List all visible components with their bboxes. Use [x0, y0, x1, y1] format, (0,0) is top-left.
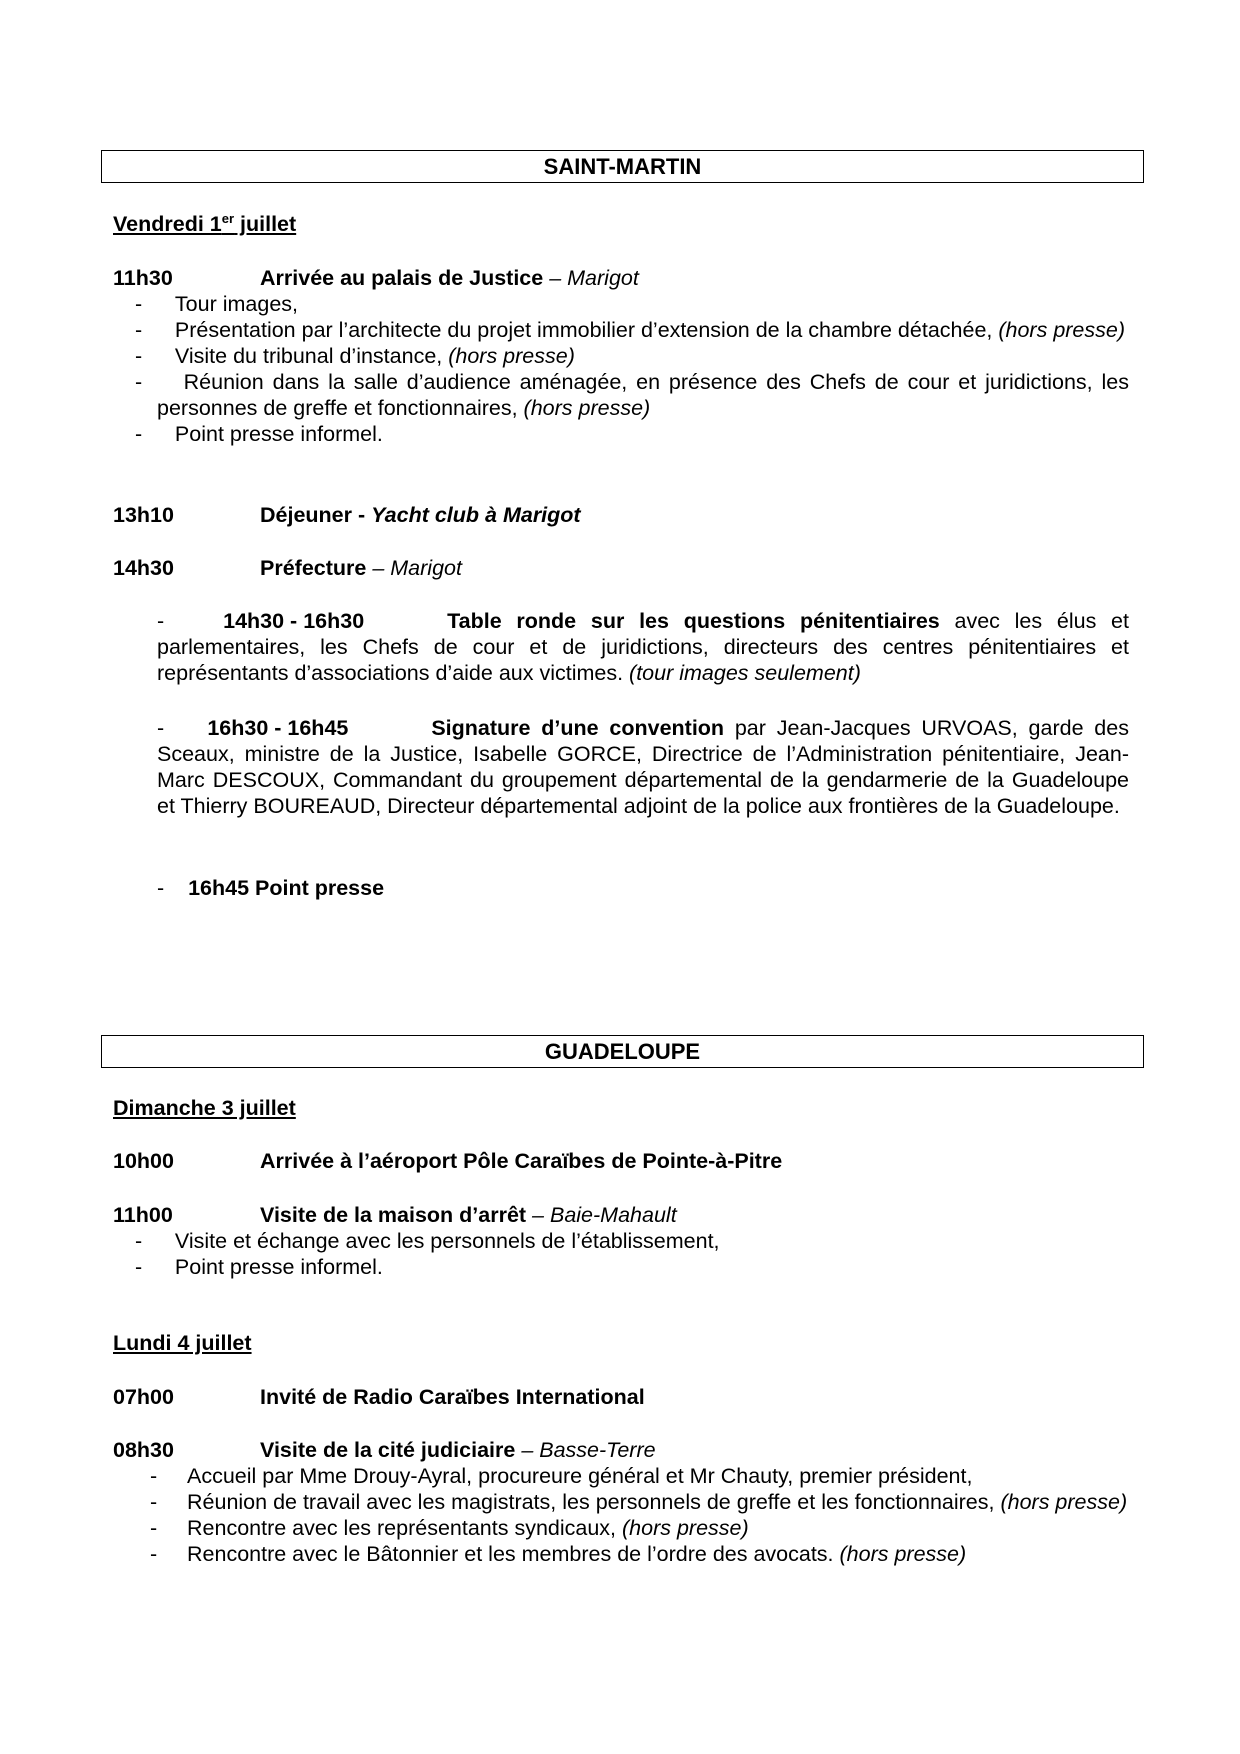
day-heading: Lundi 4 juillet	[113, 1331, 252, 1355]
event-time: 13h10	[113, 503, 174, 527]
sub-event: - 14h30 - 16h30 Table ronde sur les questions pénitentiaires avec les élus et parlementaires, les Chefs de cour et de juridictions, directeurs des centres pénitentiaires et représentants d’associations d’aide aux victimes. (tour images seulement)	[157, 609, 1129, 685]
list-item: - Présentation par l’architecte du projet immobilier d’extension de la chambre détachée, (hors presse)	[135, 318, 1126, 342]
list-item: - Accueil par Mme Drouy-Ayral, procureure général et Mr Chauty, premier président,	[150, 1464, 973, 1488]
list-item: - Tour images,	[135, 292, 299, 316]
section-header-saint-martin: SAINT-MARTIN	[101, 150, 1144, 183]
list-item: - Réunion dans la salle d’audience aménagée, en présence des Chefs de cour et juridictions, les personnes de greffe et fonctionnaires, (hors presse)	[135, 370, 1129, 420]
event-time: 10h00	[113, 1149, 174, 1173]
event-time: 11h00	[113, 1203, 173, 1227]
list-item: - Rencontre avec le Bâtonnier et les membres de l’ordre des avocats. (hors presse)	[150, 1542, 967, 1566]
section-header-guadeloupe: GUADELOUPE	[101, 1035, 1144, 1068]
event-bullet-list	[135, 1228, 1129, 1280]
event-title: Préfecture – Marigot	[260, 556, 462, 580]
day-heading: Vendredi 1er juillet	[113, 210, 297, 236]
event-time: 11h30	[113, 266, 173, 290]
event-time: 07h00	[113, 1385, 174, 1409]
list-item: - Visite du tribunal d’instance, (hors presse)	[135, 344, 575, 368]
event-bullet-list	[150, 1463, 1129, 1567]
list-item: - Visite et échange avec les personnels de l’établissement,	[135, 1229, 720, 1253]
event-title: Visite de la cité judiciaire – Basse-Terre	[260, 1438, 656, 1462]
event-title: Visite de la maison d’arrêt – Baie-Mahault	[260, 1203, 677, 1227]
event-title: Arrivée au palais de Justice – Marigot	[260, 266, 639, 290]
event-time: 14h30	[113, 556, 174, 580]
list-item: - Réunion de travail avec les magistrats, les personnels de greffe et les fonctionnaires, (hors presse)	[150, 1490, 1128, 1514]
event-title: Arrivée à l’aéroport Pôle Caraïbes de Pointe-à-Pitre	[260, 1149, 783, 1173]
event-time: 08h30	[113, 1438, 174, 1462]
sub-event: - 16h30 - 16h45 Signature d’une convention par Jean-Jacques URVOAS, garde des Sceaux, ministre de la Justice, Isabelle GORCE, Directrice de l’Administration pénitentiaire, Jean-Marc DESCOUX, Commandant du groupement départemental de la gendarmerie de la Guadeloupe et Thierry BOUREAUD, Directeur départemental adjoint de la police aux frontières de la Guadeloupe.	[157, 716, 1129, 818]
list-item: - Rencontre avec les représentants syndicaux, (hors presse)	[150, 1516, 749, 1540]
list-item: - Point presse informel.	[135, 422, 383, 446]
event-title: Déjeuner - Yacht club à Marigot	[260, 503, 581, 527]
day-heading: Dimanche 3 juillet	[113, 1096, 296, 1120]
list-item: - Point presse informel.	[135, 1255, 383, 1279]
event-bullet-list	[135, 291, 1129, 447]
sub-event: - 16h45 Point presse	[157, 876, 385, 900]
event-title: Invité de Radio Caraïbes International	[260, 1385, 645, 1409]
